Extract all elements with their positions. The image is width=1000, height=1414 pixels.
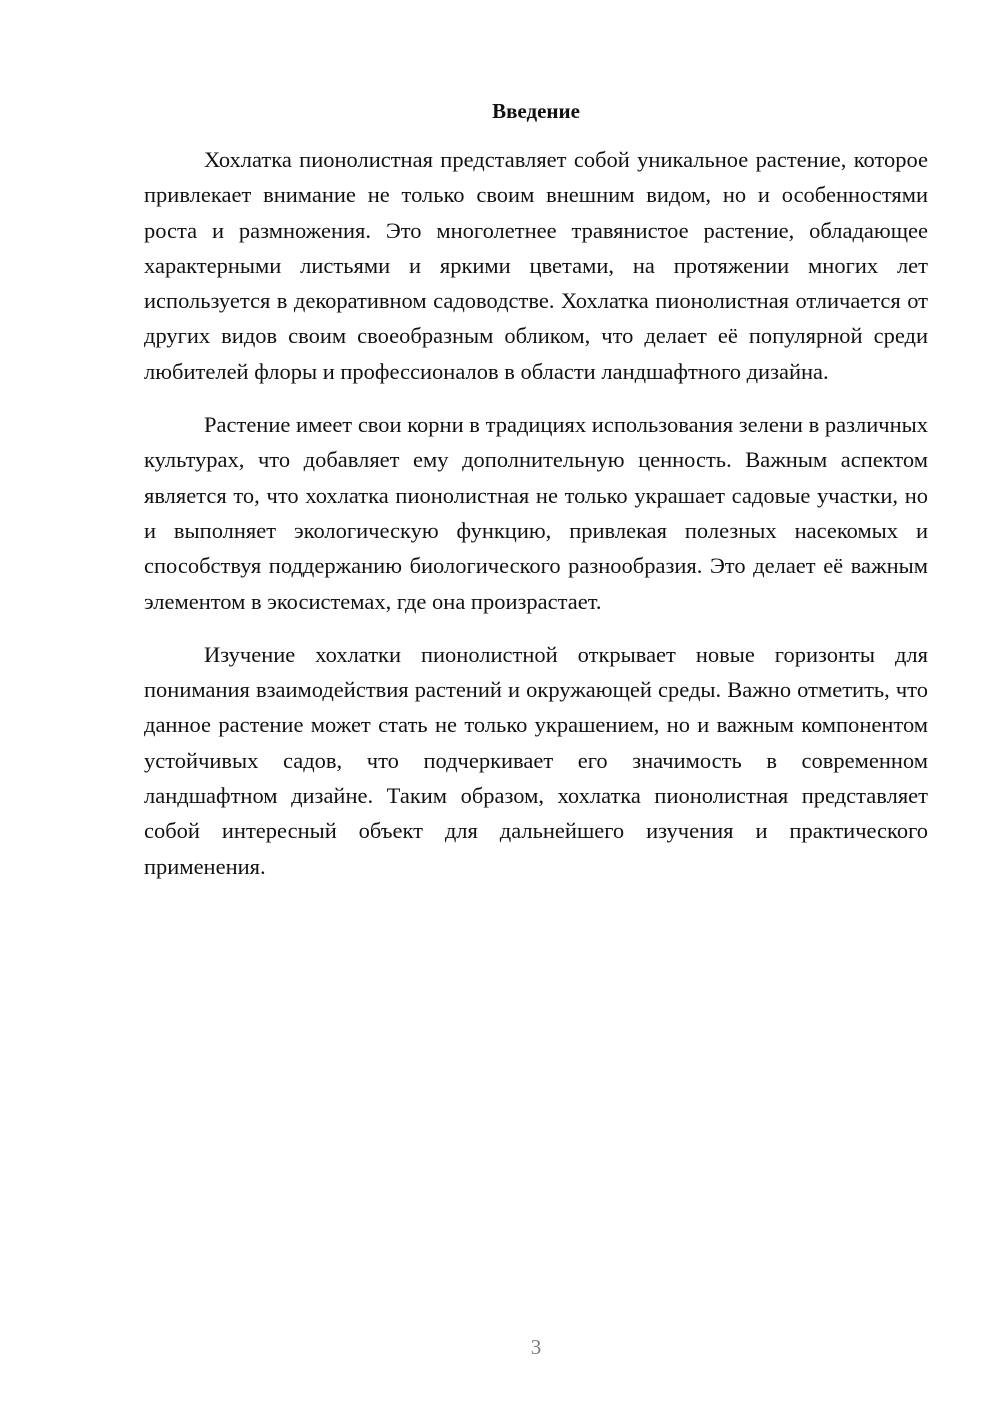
paragraph-3: Изучение хохлатки пионолистной открывает новые горизонты для понимания взаимодействия растений и окружающей среды. Важно отметить, что данное растение может стать не только украшением, но и важным компонентом устойчивых садов, что подчеркивает его значимость в современном ландшафтном дизайне. Таким образом, хохлатка пионолистная представляет собой интересный объект для дальнейшего изучения и практического применения. (144, 641, 928, 879)
document-body (144, 142, 928, 902)
page-title: Введение (492, 99, 580, 123)
page-number: 3 (530, 1335, 542, 1359)
paragraph-1: Хохлатка пионолистная представляет собой уникальное растение, которое привлекает внимание не только своим внешним видом, но и особенностями роста и размножения. Это многолетнее травянистое растение, обладающее характерными листьями и яркими цветами, на протяжении многих лет используется в декоративном садоводстве. Хохлатка пионолистная отличается от других видов своим своеобразным обликом, что делает её популярной среди любителей флоры и профессионалов в области ландшафтного дизайна. (144, 147, 928, 384)
paragraph-2: Растение имеет свои корни в традициях использования зелени в различных культурах, что добавляет ему дополнительную ценность. Важным аспектом является то, что хохлатка пионолистная не только украшает садовые участки, но и выполняет экологическую функцию, привлекая полезных насекомых и способствуя поддержанию биологического разнообразия. Это делает её важным элементом в экосистемах, где она произрастает. (144, 412, 928, 614)
